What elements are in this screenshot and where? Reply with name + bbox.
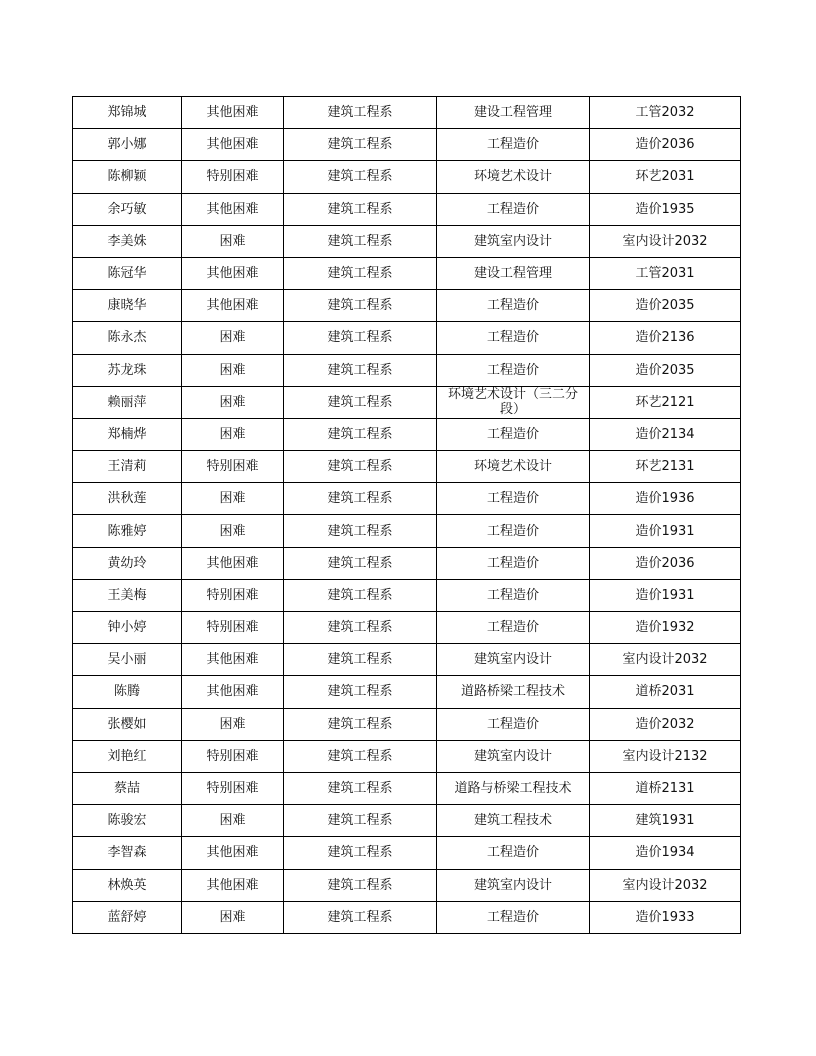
student-name-cell: 陈腾 [73, 676, 182, 708]
table-row [73, 257, 741, 289]
class-cell: 造价2134 [590, 418, 741, 450]
hardship-level-cell: 困难 [182, 225, 284, 257]
major-cell: 工程造价 [437, 290, 590, 322]
student-name-cell: 李智森 [73, 837, 182, 869]
major-cell: 建筑室内设计 [437, 869, 590, 901]
class-cell: 造价2136 [590, 322, 741, 354]
class-cell: 造价2036 [590, 547, 741, 579]
department-cell: 建筑工程系 [284, 708, 437, 740]
department-cell: 建筑工程系 [284, 612, 437, 644]
hardship-level-cell: 特别困难 [182, 161, 284, 193]
major-cell: 环境艺术设计 [437, 451, 590, 483]
student-name-cell: 郑锦城 [73, 97, 182, 129]
student-name-cell: 吴小丽 [73, 644, 182, 676]
hardship-level-cell: 其他困难 [182, 644, 284, 676]
hardship-level-cell: 困难 [182, 515, 284, 547]
student-name-cell: 张樱如 [73, 708, 182, 740]
hardship-level-cell: 特别困难 [182, 579, 284, 611]
table-row [73, 708, 741, 740]
major-cell: 建设工程管理 [437, 97, 590, 129]
major-cell: 工程造价 [437, 901, 590, 933]
class-cell: 造价2035 [590, 354, 741, 386]
hardship-level-cell: 困难 [182, 386, 284, 418]
department-cell: 建筑工程系 [284, 97, 437, 129]
department-cell: 建筑工程系 [284, 547, 437, 579]
student-name-cell: 陈骏宏 [73, 805, 182, 837]
class-cell: 造价1931 [590, 579, 741, 611]
table-row [73, 418, 741, 450]
hardship-level-cell: 其他困难 [182, 129, 284, 161]
student-roster-table [72, 96, 741, 934]
student-name-cell: 余巧敏 [73, 193, 182, 225]
class-cell: 造价1932 [590, 612, 741, 644]
major-cell: 工程造价 [437, 579, 590, 611]
table-row [73, 129, 741, 161]
table-row [73, 225, 741, 257]
hardship-level-cell: 困难 [182, 708, 284, 740]
major-cell: 工程造价 [437, 708, 590, 740]
student-name-cell: 郭小娜 [73, 129, 182, 161]
class-cell: 道桥2131 [590, 772, 741, 804]
class-cell: 室内设计2132 [590, 740, 741, 772]
student-name-cell: 郑楠烨 [73, 418, 182, 450]
student-name-cell: 陈雅婷 [73, 515, 182, 547]
hardship-level-cell: 其他困难 [182, 290, 284, 322]
class-cell: 造价2032 [590, 708, 741, 740]
table-row [73, 612, 741, 644]
table-row [73, 869, 741, 901]
class-cell: 工管2032 [590, 97, 741, 129]
major-cell: 工程造价 [437, 322, 590, 354]
department-cell: 建筑工程系 [284, 129, 437, 161]
department-cell: 建筑工程系 [284, 483, 437, 515]
major-cell: 环境艺术设计 [437, 161, 590, 193]
major-cell: 工程造价 [437, 515, 590, 547]
hardship-level-cell: 困难 [182, 322, 284, 354]
department-cell: 建筑工程系 [284, 225, 437, 257]
student-name-cell: 王美梅 [73, 579, 182, 611]
major-cell: 工程造价 [437, 547, 590, 579]
student-name-cell: 苏龙珠 [73, 354, 182, 386]
major-cell: 工程造价 [437, 129, 590, 161]
hardship-level-cell: 特别困难 [182, 451, 284, 483]
class-cell: 环艺2121 [590, 386, 741, 418]
hardship-level-cell: 困难 [182, 901, 284, 933]
class-cell: 室内设计2032 [590, 225, 741, 257]
department-cell: 建筑工程系 [284, 805, 437, 837]
roster-body [73, 97, 741, 934]
table-row [73, 290, 741, 322]
department-cell: 建筑工程系 [284, 676, 437, 708]
table-row [73, 322, 741, 354]
table-row [73, 451, 741, 483]
hardship-level-cell: 其他困难 [182, 97, 284, 129]
hardship-level-cell: 其他困难 [182, 869, 284, 901]
class-cell: 道桥2031 [590, 676, 741, 708]
class-cell: 造价1931 [590, 515, 741, 547]
department-cell: 建筑工程系 [284, 837, 437, 869]
major-cell: 工程造价 [437, 483, 590, 515]
class-cell: 建筑1931 [590, 805, 741, 837]
student-name-cell: 钟小婷 [73, 612, 182, 644]
table-row [73, 740, 741, 772]
department-cell: 建筑工程系 [284, 901, 437, 933]
department-cell: 建筑工程系 [284, 322, 437, 354]
table-row [73, 161, 741, 193]
class-cell: 造价1935 [590, 193, 741, 225]
class-cell: 造价1934 [590, 837, 741, 869]
student-name-cell: 黄幼玲 [73, 547, 182, 579]
student-name-cell: 刘艳红 [73, 740, 182, 772]
student-name-cell: 赖丽萍 [73, 386, 182, 418]
hardship-level-cell: 困难 [182, 354, 284, 386]
student-name-cell: 李美姝 [73, 225, 182, 257]
table-row [73, 772, 741, 804]
table-row [73, 515, 741, 547]
class-cell: 造价1936 [590, 483, 741, 515]
table-row [73, 644, 741, 676]
student-name-cell: 陈冠华 [73, 257, 182, 289]
table-row [73, 483, 741, 515]
department-cell: 建筑工程系 [284, 257, 437, 289]
hardship-level-cell: 其他困难 [182, 547, 284, 579]
hardship-level-cell: 特别困难 [182, 740, 284, 772]
student-name-cell: 蓝舒婷 [73, 901, 182, 933]
student-name-cell: 陈柳颖 [73, 161, 182, 193]
hardship-level-cell: 其他困难 [182, 676, 284, 708]
class-cell: 造价2035 [590, 290, 741, 322]
class-cell: 工管2031 [590, 257, 741, 289]
table-row [73, 193, 741, 225]
hardship-level-cell: 特别困难 [182, 772, 284, 804]
department-cell: 建筑工程系 [284, 354, 437, 386]
class-cell: 环艺2131 [590, 451, 741, 483]
department-cell: 建筑工程系 [284, 290, 437, 322]
table-row [73, 901, 741, 933]
table-row [73, 354, 741, 386]
student-name-cell: 陈永杰 [73, 322, 182, 354]
major-cell: 工程造价 [437, 837, 590, 869]
department-cell: 建筑工程系 [284, 644, 437, 676]
department-cell: 建筑工程系 [284, 515, 437, 547]
class-cell: 造价1933 [590, 901, 741, 933]
major-cell: 工程造价 [437, 612, 590, 644]
major-cell: 建筑室内设计 [437, 740, 590, 772]
table-row [73, 97, 741, 129]
department-cell: 建筑工程系 [284, 579, 437, 611]
class-cell: 室内设计2032 [590, 869, 741, 901]
hardship-level-cell: 困难 [182, 805, 284, 837]
student-name-cell: 林焕英 [73, 869, 182, 901]
class-cell: 室内设计2032 [590, 644, 741, 676]
major-cell: 建设工程管理 [437, 257, 590, 289]
hardship-level-cell: 特别困难 [182, 612, 284, 644]
department-cell: 建筑工程系 [284, 386, 437, 418]
department-cell: 建筑工程系 [284, 869, 437, 901]
major-cell: 工程造价 [437, 193, 590, 225]
hardship-level-cell: 其他困难 [182, 837, 284, 869]
student-name-cell: 康晓华 [73, 290, 182, 322]
major-cell: 工程造价 [437, 354, 590, 386]
class-cell: 环艺2031 [590, 161, 741, 193]
student-name-cell: 王清莉 [73, 451, 182, 483]
table-row [73, 386, 741, 418]
hardship-level-cell: 困难 [182, 483, 284, 515]
major-cell: 道路桥梁工程技术 [437, 676, 590, 708]
department-cell: 建筑工程系 [284, 772, 437, 804]
table-row [73, 805, 741, 837]
major-cell: 建筑工程技术 [437, 805, 590, 837]
department-cell: 建筑工程系 [284, 451, 437, 483]
major-cell: 环境艺术设计（三二分段） [437, 386, 590, 418]
hardship-level-cell: 困难 [182, 418, 284, 450]
table-row [73, 579, 741, 611]
major-cell: 建筑室内设计 [437, 225, 590, 257]
hardship-level-cell: 其他困难 [182, 193, 284, 225]
student-name-cell: 蔡喆 [73, 772, 182, 804]
department-cell: 建筑工程系 [284, 161, 437, 193]
department-cell: 建筑工程系 [284, 740, 437, 772]
table-row [73, 547, 741, 579]
document-page [72, 96, 740, 934]
hardship-level-cell: 其他困难 [182, 257, 284, 289]
major-cell: 工程造价 [437, 418, 590, 450]
major-cell: 道路与桥梁工程技术 [437, 772, 590, 804]
class-cell: 造价2036 [590, 129, 741, 161]
department-cell: 建筑工程系 [284, 193, 437, 225]
table-row [73, 676, 741, 708]
major-cell: 建筑室内设计 [437, 644, 590, 676]
student-name-cell: 洪秋莲 [73, 483, 182, 515]
department-cell: 建筑工程系 [284, 418, 437, 450]
table-row [73, 837, 741, 869]
